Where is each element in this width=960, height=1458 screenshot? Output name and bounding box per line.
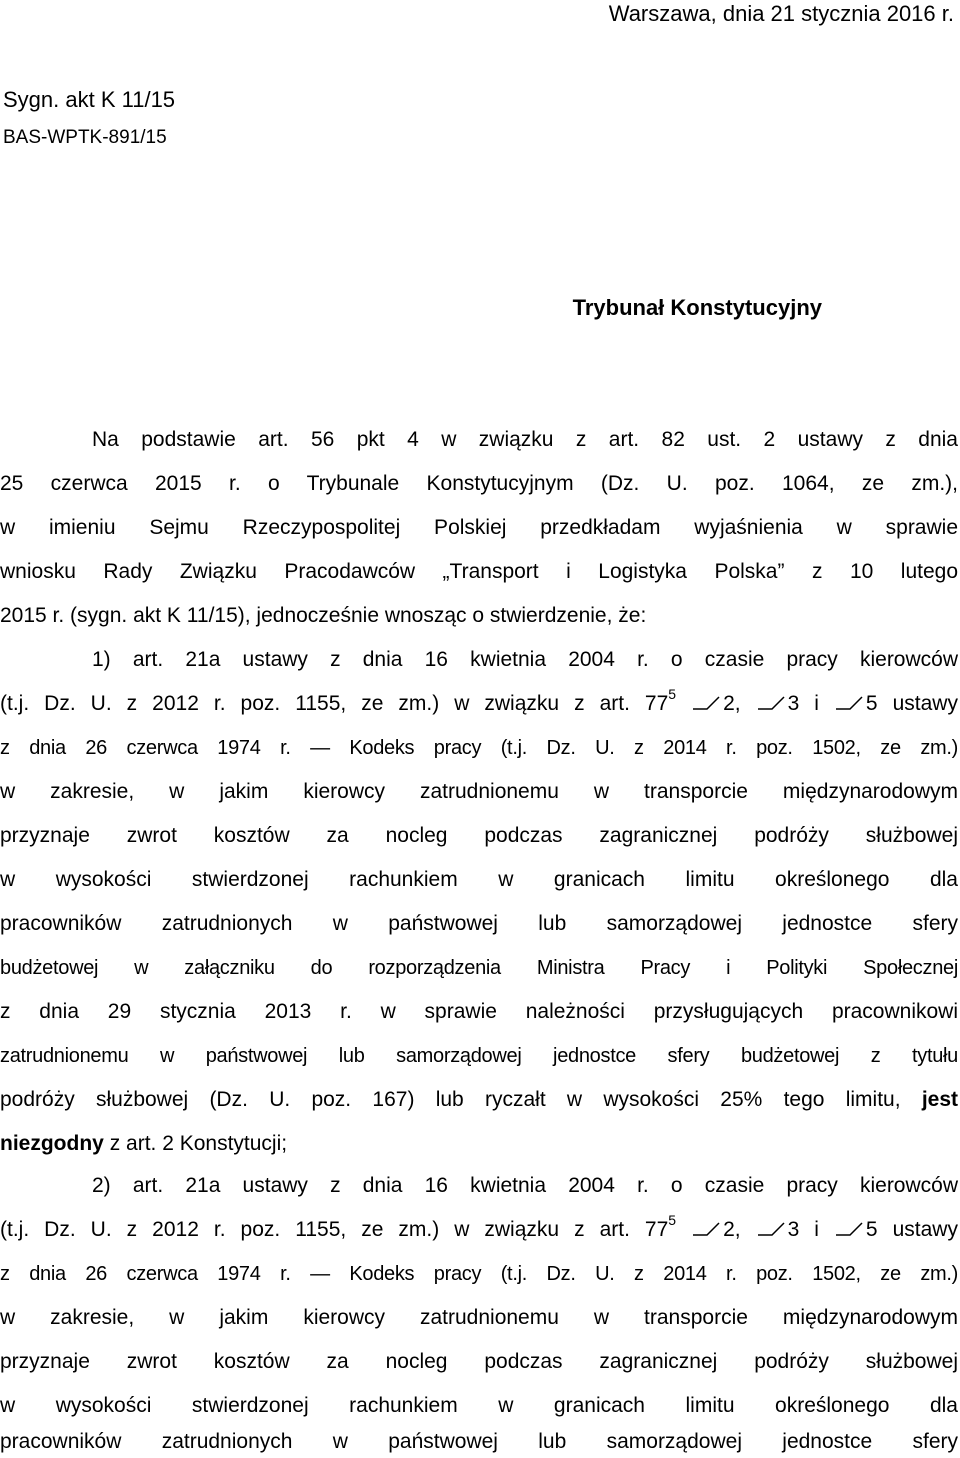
item1-line-3: z dnia 26 czerwca 1974 r. — Kodeks pracy (t.j. Dz. U. z 2014 r. poz. 1502, ze zm.) — [0, 737, 958, 759]
item1-line-12 — [0, 1130, 958, 1158]
item2-line-3: z dnia 26 czerwca 1974 r. — Kodeks pracy (t.j. Dz. U. z 2014 r. poz. 1502, ze zm.) — [0, 1263, 958, 1285]
item1-line-9: z dnia 29 stycznia 2013 r. w sprawie należności przysługujących pracownikowi — [0, 1000, 958, 1023]
item1-line-6: w wysokości stwierdzonej rachunkiem w granicach limitu określonego dla — [0, 868, 958, 891]
item2-ref-5: 5 ustawy — [865, 1218, 958, 1241]
section-mark-icon — [756, 1219, 788, 1239]
case-signature: Sygn. akt K 11/15 — [3, 87, 176, 112]
item2-ref-3: 3 i — [787, 1218, 819, 1241]
item2-line-4: w zakresie, w jakim kierowcy zatrudnionemu w transporcie międzynarodowym — [0, 1306, 958, 1329]
section-mark-icon — [691, 1219, 723, 1239]
item1-line-5: przyznaje zwrot kosztów za nocleg podczas zagranicznej podróży służbowej — [0, 824, 958, 847]
item1-ref-3: 3 i — [787, 692, 819, 715]
item2-superscript: 5 — [668, 1212, 677, 1228]
intro-line-3: w imieniu Sejmu Rzeczypospolitej Polskiej przedkładam wyjaśnienia w sprawie — [0, 516, 958, 539]
item2-line-2 — [0, 1212, 958, 1244]
item1-bold-niezgodny: niezgodny — [0, 1132, 104, 1155]
section-mark-icon — [756, 693, 788, 713]
item1-line-8: budżetowej w załączniku do rozporządzenia Ministra Pracy i Polityki Społecznej — [0, 957, 958, 979]
item1-line-7: pracowników zatrudnionych w państwowej lub samorządowej jednostce sfery — [0, 912, 958, 935]
item1-line-4: w zakresie, w jakim kierowcy zatrudnionemu w transporcie międzynarodowym — [0, 780, 958, 803]
place-date: Warszawa, dnia 21 stycznia 2016 r. — [608, 1, 954, 26]
intro-line-2: 25 czerwca 2015 r. o Trybunale Konstytucyjnym (Dz. U. poz. 1064, ze zm.), — [0, 472, 958, 495]
intro-line-1: Na podstawie art. 56 pkt 4 w związku z art. 82 ust. 2 ustawy z dnia — [92, 428, 958, 451]
item2-line-6: w wysokości stwierdzonej rachunkiem w granicach limitu określonego dla — [0, 1394, 958, 1417]
intro-line-5: 2015 r. (sygn. akt K 11/15), jednocześnie wnosząc o stwierdzenie, że: — [0, 604, 647, 627]
item1-line-11-text: podróży służbowej (Dz. U. poz. 167) lub ryczałt w wysokości 25% tego limitu, — [0, 1088, 901, 1111]
item2-line-2-text: (t.j. Dz. U. z 2012 r. poz. 1155, ze zm.) w związku z art. 77 — [0, 1218, 669, 1241]
item2-line-1: 2) art. 21a ustawy z dnia 16 kwietnia 2004 r. o czasie pracy kierowców — [92, 1174, 958, 1197]
item1-line-12-text: z art. 2 Konstytucji; — [109, 1132, 288, 1155]
section-mark-icon — [834, 693, 866, 713]
intro-line-4: wniosku Rady Związku Pracodawców „Transport i Logistyka Polska” z 10 lutego — [0, 560, 958, 583]
item1-ref-5: 5 ustawy — [865, 692, 958, 715]
addressee: Trybunał Konstytucyjny — [572, 295, 822, 320]
section-mark-icon — [691, 693, 723, 713]
item2-ref-2: 2, — [723, 1218, 741, 1241]
item1-line-1: 1) art. 21a ustawy z dnia 16 kwietnia 2004 r. o czasie pracy kierowców — [92, 648, 958, 671]
item1-line-2-text: (t.j. Dz. U. z 2012 r. poz. 1155, ze zm.) w związku z art. 77 — [0, 692, 669, 715]
item1-bold-jest: jest — [921, 1088, 958, 1111]
item1-ref-2: 2, — [723, 692, 741, 715]
section-mark-icon — [834, 1219, 866, 1239]
item1-superscript: 5 — [668, 686, 677, 702]
item1-line-10: zatrudnionemu w państwowej lub samorządowej jednostce sfery budżetowej z tytułu — [0, 1045, 958, 1067]
item2-line-5: przyznaje zwrot kosztów za nocleg podczas zagranicznej podróży służbowej — [0, 1350, 958, 1373]
office-signature: BAS-WPTK-891/15 — [3, 127, 167, 148]
item1-line-11 — [0, 1086, 958, 1114]
item2-line-7: pracowników zatrudnionych w państwowej lub samorządowej jednostce sfery — [0, 1430, 958, 1453]
item1-line-2 — [0, 686, 958, 718]
